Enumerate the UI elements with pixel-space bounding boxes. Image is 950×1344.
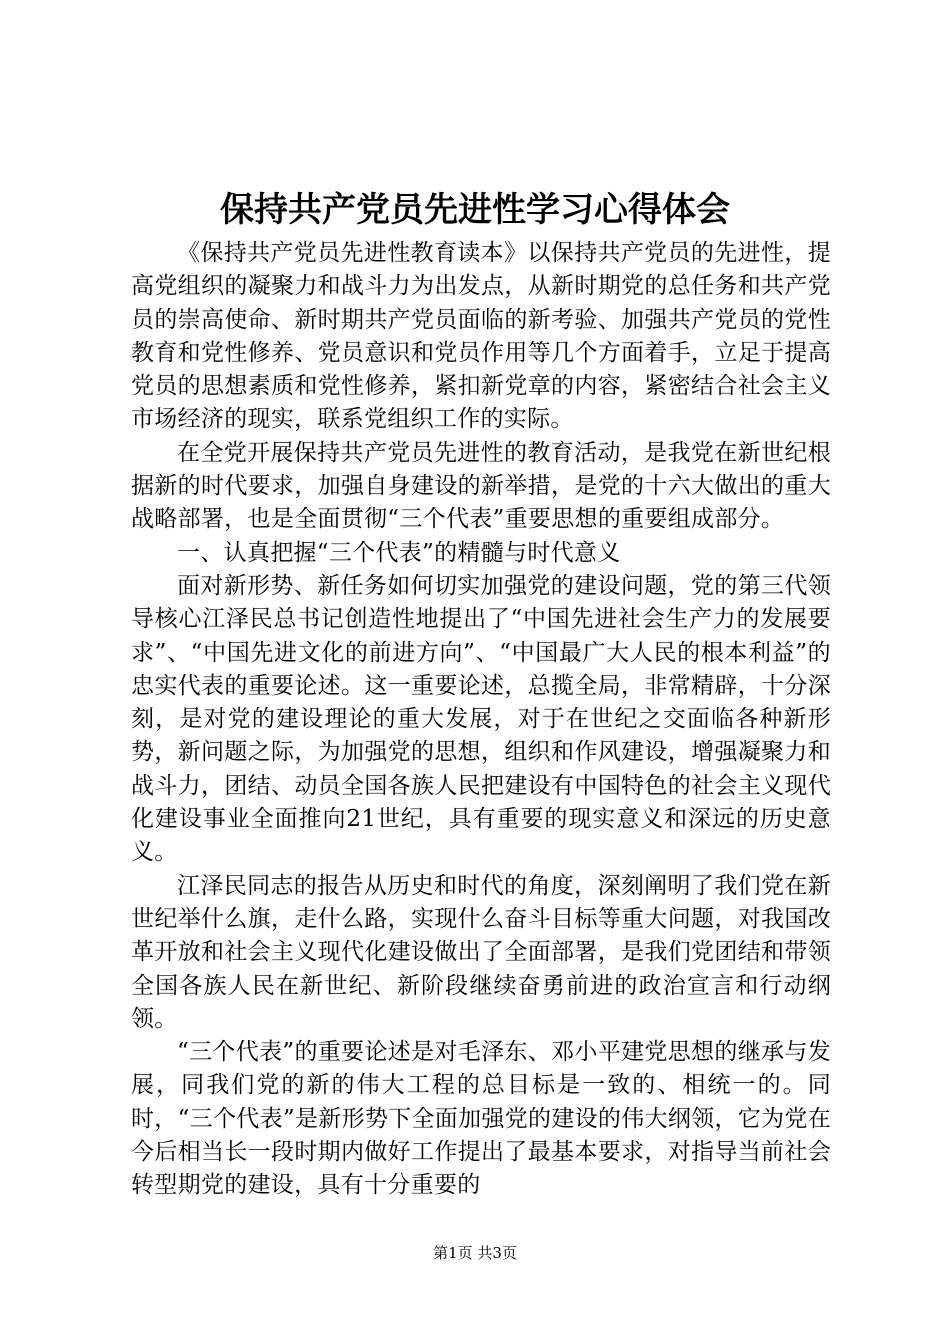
paragraph-report: 江泽民同志的报告从历史和时代的角度，深刻阐明了我们党在新世纪举什么旗，走什么路，实现什么奋斗目标等重大问题，对我国改革开放和社会主义现代化建设做出了全面部署，是我们党团结和带领全国各族人民在新世纪、新阶段继续奋勇前进的政治宣言和行动纲领。 (131, 872, 831, 1032)
document-title: 保持共产党员先进性学习心得体会 (220, 190, 730, 230)
section-heading: 一、认真把握“三个代表”的精髓与时代意义 (177, 539, 621, 566)
page-footer: 第1页 共3页 (433, 1244, 517, 1262)
document-body (131, 237, 831, 1203)
paragraph-intro: 《保持共产党员先进性教育读本》以保持共产党员的先进性，提高党组织的凝聚力和战斗力为出发点，从新时期党的总任务和共产党员的崇高使命、新时期共产党员面临的新考验、加强共产党员的党性教育和党性修养、党员意识和党员作用等几个方面着手，立足于提高党员的思想素质和党性修养，紧扣新党章的内容，紧密结合社会主义市场经济的现实，联系党组织工作的实际。 (131, 240, 831, 433)
paragraph-inheritance: “三个代表”的重要论述是对毛泽东、邓小平建党思想的继承与发展，同我们党的新的伟大工程的总目标是一致的、相统一的。同时，“三个代表”是新形势下全面加强党的建设的伟大纲领，它为党在今后相当长一段时期内做好工作提出了最基本要求，对指导当前社会转型期党的建设，具有十分重要的 (131, 1039, 831, 1199)
paragraph-three-represents: 面对新形势、新任务如何切实加强党的建设问题，党的第三代领导核心江泽民总书记创造性地提出了“中国先进社会生产力的发展要求”、“中国先进文化的前进方向”、“中国最广大人民的根本利益”的忠实代表的重要论述。这一重要论述，总揽全局，非常精辟，十分深刻，是对党的建设理论的重大发展，对于在世纪之交面临各种新形势，新问题之际，为加强党的思想，组织和作风建设，增强凝聚力和战斗力，团结、动员全国各族人民把建设有中国特色的社会主义现代化建设事业全面推向21世纪，具有重要的现实意义和深远的历史意义。 (131, 572, 831, 866)
paragraph-campaign: 在全党开展保持共产党员先进性的教育活动，是我党在新世纪根据新的时代要求，加强自身建设的新举措，是党的十六大做出的重大战略部署，也是全面贯彻“三个代表”重要思想的重要组成部分。 (131, 439, 831, 533)
